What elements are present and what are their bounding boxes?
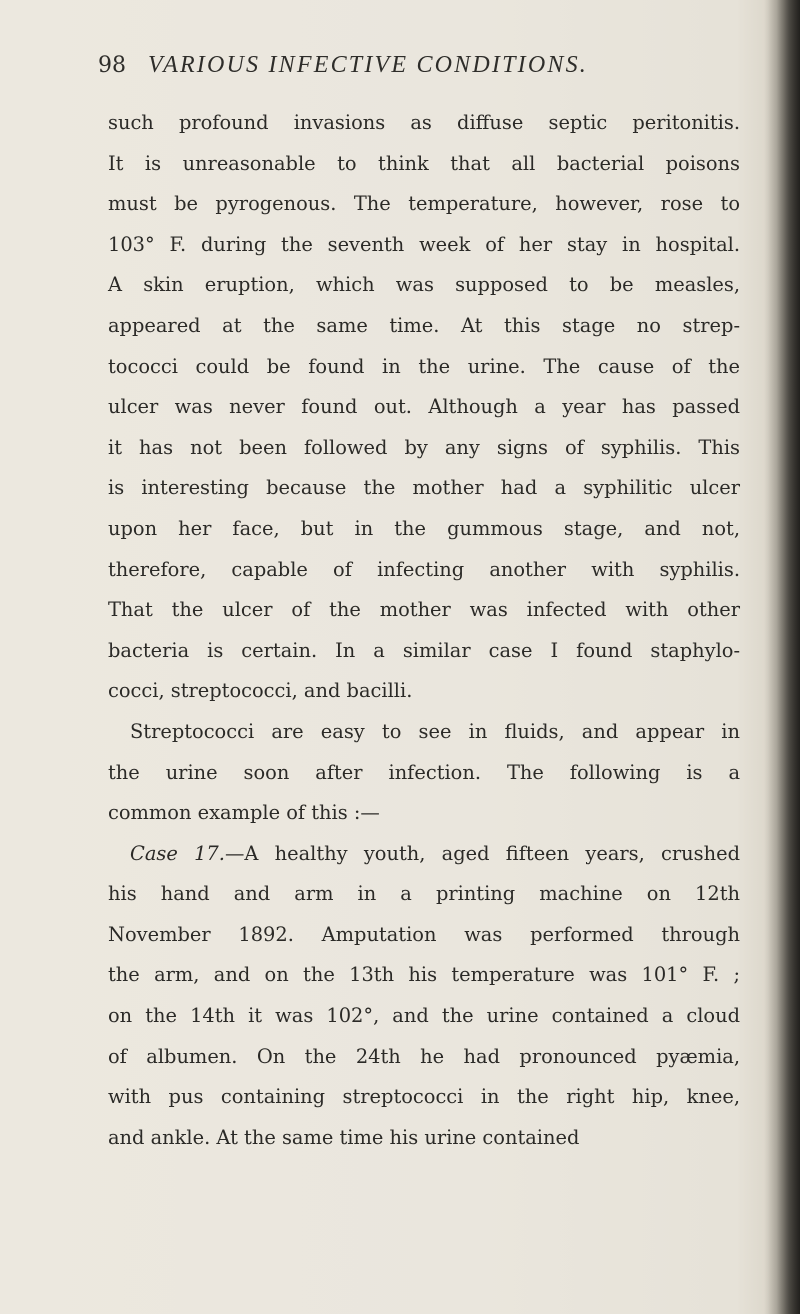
text-line: 103° F. during the seventh week of her stay in hospital. <box>108 232 740 256</box>
text-line: cocci, streptococci, and bacilli. <box>108 679 413 703</box>
text-line: appeared at the same time. At this stage no strep- <box>108 313 740 337</box>
text-line: the arm, and on the 13th his temperature was 101° F. ; <box>108 963 740 987</box>
text-line: his hand and arm in a printing machine on 12th <box>108 882 740 906</box>
text-line: upon her face, but in the gummous stage, and not, <box>108 516 740 540</box>
text-line: is interesting because the mother had a syphilitic ulcer <box>108 476 740 500</box>
text-line: on the 14th it was 102°, and the urine contained a cloud <box>108 1004 740 1028</box>
text-line: of albumen. On the 24th he had pronounced pyæmia, <box>108 1044 740 1068</box>
text-line: common example of this :— <box>108 801 380 825</box>
case-label: Case 17. <box>130 841 225 865</box>
case-line <box>108 834 740 875</box>
page-edge-shadow <box>764 0 800 1314</box>
text-line: tococci could be found in the urine. The cause of the <box>108 354 740 378</box>
text-line: bacteria is certain. In a similar case I found staphylo- <box>108 638 740 662</box>
text-line: It is unreasonable to think that all bacterial poisons <box>108 151 740 175</box>
case-text: —A healthy youth, aged fifteen years, crushed <box>224 841 741 865</box>
text-line: November 1892. Amputation was performed through <box>108 922 740 946</box>
text-line: Streptococci are easy to see in fluids, and appear in <box>130 719 740 743</box>
page-number: 98 <box>98 53 126 78</box>
text-line: must be pyrogenous. The temperature, however, rose to <box>108 192 740 216</box>
text-line: it has not been followed by any signs of syphilis. This <box>108 435 740 459</box>
running-head: VARIOUS INFECTIVE CONDITIONS. <box>148 52 588 78</box>
text-line: with pus containing streptococci in the right hip, knee, <box>108 1085 740 1109</box>
text-line: and ankle. At the same time his urine contained <box>108 1125 580 1149</box>
page-header <box>98 52 718 92</box>
text-line: such profound invasions as diffuse septic peritonitis. <box>108 111 740 134</box>
text-line: therefore, capable of infecting another with syphilis. <box>108 557 740 581</box>
text-line: the urine soon after infection. The following is a <box>108 760 740 784</box>
body-text <box>108 103 740 1158</box>
text-line: A skin eruption, which was supposed to be measles, <box>108 273 740 297</box>
text-line: ulcer was never found out. Although a year has passed <box>108 395 740 419</box>
text-line: That the ulcer of the mother was infected with other <box>108 598 740 622</box>
